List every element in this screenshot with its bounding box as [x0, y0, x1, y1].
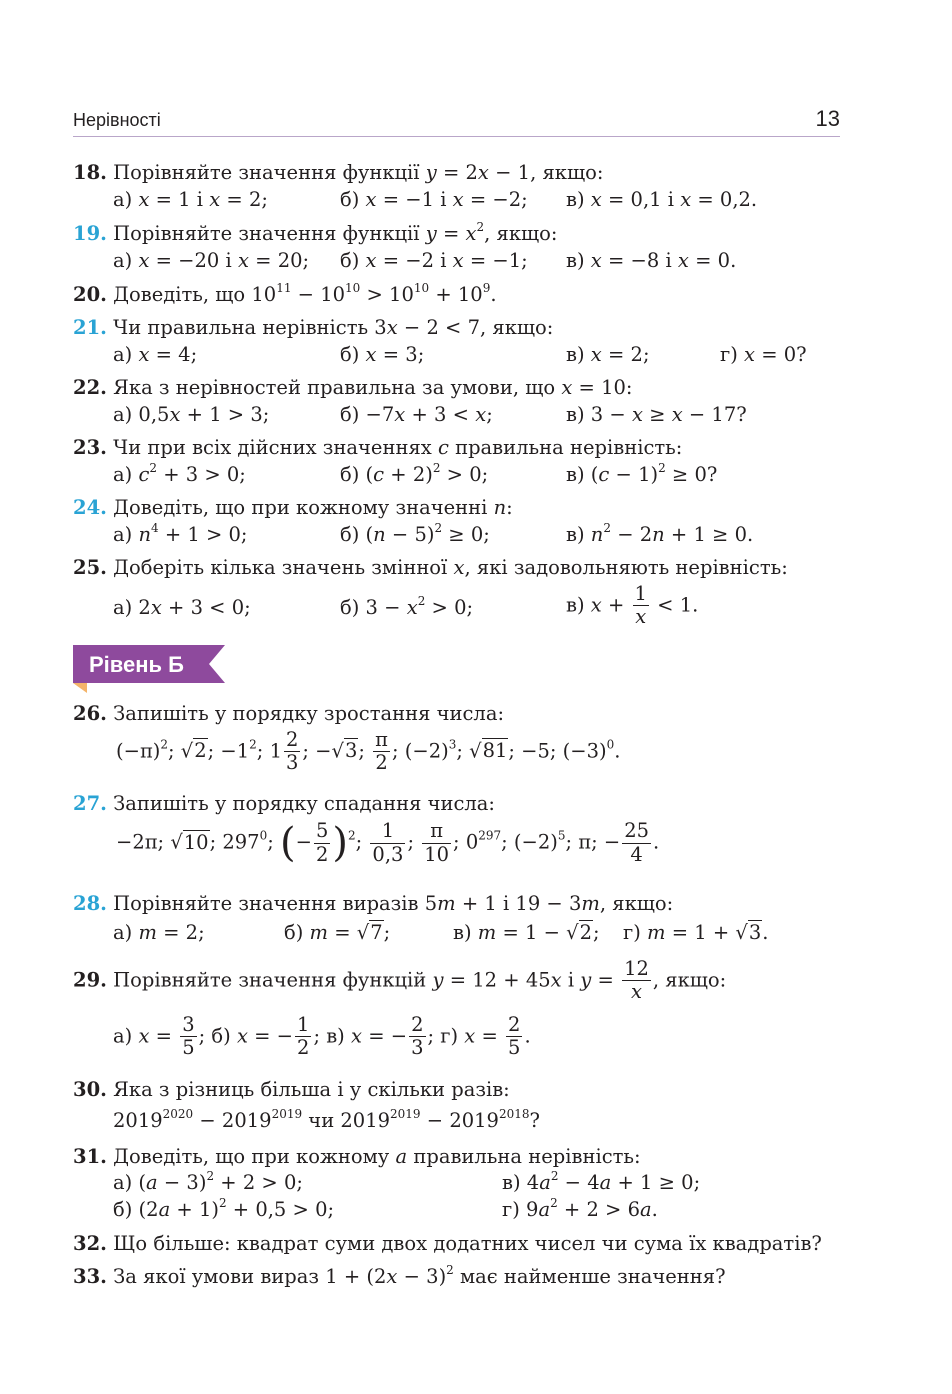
- problem-text: За якої умови вираз: [113, 1265, 320, 1288]
- header-rule: [73, 136, 840, 137]
- problem-number: 28.: [73, 892, 107, 915]
- option-a: а) $c^2 + 3 > 0$;: [113, 461, 246, 486]
- problem-number: 22.: [73, 376, 107, 399]
- problem-22: 22. Яка з нерівностей правильна за умови, що x = 10:: [73, 376, 633, 399]
- problem-18: 18. Порівняйте значення функції y = 2x − 1, якщо:: [73, 161, 604, 184]
- problem-33: 33. За якої умови вираз $1 + (2x - 3)^2$ має найменше значення?: [73, 1263, 726, 1288]
- problem-number: 26.: [73, 702, 107, 725]
- problem-text: Доведіть, що при кожному значенні: [113, 496, 488, 519]
- level-b-banner: [73, 645, 225, 683]
- problem-28: 28. Порівняйте значення виразів 5m + 1 і 19 − 3m, якщо:: [73, 892, 674, 915]
- number-list: $(-\pi)^2$; √2; $-1^2$; 1 $\frac{2}{3}$ ; −√3; $\frac{\pi}{2}$ ; $(-2)^3$; √81; −5; $(-3)^0$.: [116, 728, 621, 775]
- option-a: а) 2x + 3 < 0;: [113, 596, 251, 619]
- option-v: в) 3 − x ≥ x − 17?: [566, 403, 747, 426]
- option-b: б) $3 - x^2 > 0$;: [340, 594, 474, 619]
- level-label: Рівень Б: [89, 652, 184, 677]
- problem-number: 18.: [73, 161, 107, 184]
- option-b: б) x = −1 і x = −2;: [340, 188, 528, 211]
- number-list: −2π; √10; $297^0$; (− $\frac{5}{2}$ )$^2$; $\frac{1}{0,3}$ ; $\frac{\pi}{10}$ ; $0^{297}$; $(-2)^5$; π; − $\frac{25}{4}$ .: [116, 819, 660, 866]
- problem-25: 25. Доберіть кілька значень змінної x, які задовольняють нерівність:: [73, 556, 788, 579]
- problem-text: Яка з різниць більша і у скільки разів:: [113, 1078, 510, 1101]
- problem-text: Порівняйте значення виразів: [113, 892, 419, 915]
- problem-29: 29. Порівняйте значення функцій y = 12 + 45x і y = $\frac{12}{x}$ , якщо:: [73, 957, 727, 1004]
- option-v: в) x = 2;: [566, 343, 650, 366]
- problem-30-expr: $2019^{2020} - 2019^{2019}$ чи $2019^{2019} - 2019^{2018}$?: [113, 1107, 540, 1132]
- problem-30: [73, 1079, 510, 1101]
- problem-32: [73, 1233, 822, 1255]
- problem-19: 19. Порівняйте значення функції $y = x^2$, якщо:: [73, 220, 558, 245]
- problem-number: 33.: [73, 1265, 107, 1288]
- problem-text: Чи правильна нерівність: [113, 316, 369, 339]
- problem-31: 31. Доведіть, що при кожному a правильна нерівність:: [73, 1145, 641, 1168]
- problem-27: [73, 793, 495, 815]
- option-b: б) m = √7;: [284, 921, 391, 944]
- problem-24: 24. Доведіть, що при кожному значенні n:: [73, 496, 513, 519]
- problem-number: 25.: [73, 556, 107, 579]
- option-a: а) x = −20 і x = 20;: [113, 249, 310, 272]
- option-b: б) $(n - 5)^2 \ge 0$;: [340, 521, 490, 546]
- option-a: а) x = 4;: [113, 343, 198, 366]
- option-a: а) 0,5x + 1 > 3;: [113, 403, 270, 426]
- problem-text: Доведіть, що: [113, 283, 246, 306]
- problem-number: 32.: [73, 1232, 107, 1255]
- problem-number: 31.: [73, 1145, 107, 1168]
- problem-number: 21.: [73, 316, 107, 339]
- problem-23: 23. Чи при всіх дійсних значеннях c правильна нерівність:: [73, 436, 683, 459]
- problem-text: Чи при всіх дійсних значеннях: [113, 436, 432, 459]
- problem-text: Доберіть кілька значень змінної: [113, 556, 448, 579]
- problem-number: 20.: [73, 283, 107, 306]
- option-b: б) x = 3;: [340, 343, 425, 366]
- section-title: Нерівності: [73, 110, 161, 130]
- option-b: б) $(2a + 1)^2 + 0,5 > 0$;: [113, 1196, 335, 1221]
- problem-number: 27.: [73, 792, 107, 815]
- problem-26: [73, 703, 504, 725]
- problem-number: 24.: [73, 496, 107, 519]
- problem-text: Порівняйте значення функції: [113, 222, 420, 245]
- option-b: б) −7x + 3 < x;: [340, 403, 493, 426]
- problem-20: 20. Доведіть, що $10^{11} - 10^{10} > 10^{10} + 10^9$.: [73, 281, 497, 306]
- problem-text: Що більше: квадрат суми двох додатних чисел чи сума їх квадратів?: [113, 1232, 822, 1255]
- option-g: г) x = 0?: [720, 343, 807, 366]
- problem-29-options: а) x = $\frac{3}{5}$ ; б) x = − $\frac{1}{2}$ ; в) x = − $\frac{2}{3}$ ; г) x = $\frac{2}{5}$ .: [113, 1013, 531, 1060]
- problem-number: 19.: [73, 222, 107, 245]
- problem-number: 23.: [73, 436, 107, 459]
- problem-text: Запишіть у порядку зростання числа:: [113, 702, 505, 725]
- option-b: б) x = −2 і x = −1;: [340, 249, 528, 272]
- option-v: в) x = 0,1 і x = 0,2.: [566, 188, 758, 211]
- option-v: в) m = 1 − √2;: [453, 921, 600, 944]
- page-number: 13: [815, 106, 840, 131]
- problem-number: 29.: [73, 968, 107, 992]
- option-v: в) $4a^2 - 4a + 1 \ge 0$;: [502, 1169, 701, 1194]
- option-b: б) $(c + 2)^2 > 0$;: [340, 461, 489, 486]
- option-a: а) m = 2;: [113, 921, 205, 944]
- problem-text: Порівняйте значення функції: [113, 161, 420, 184]
- problem-21: 21. Чи правильна нерівність 3x − 2 < 7, якщо:: [73, 316, 554, 339]
- problem-text: Порівняйте значення функцій: [113, 968, 427, 992]
- option-a: а) x = 1 і x = 2;: [113, 188, 268, 211]
- option-a: а) $(a - 3)^2 + 2 > 0$;: [113, 1169, 303, 1194]
- problem-text: Доведіть, що при кожному: [113, 1145, 390, 1168]
- option-v: в) $n^2 - 2n + 1 \ge 0$.: [566, 521, 754, 546]
- option-v: в) $(c - 1)^2 \ge 0$?: [566, 461, 718, 486]
- option-g: г) m = 1 + √3.: [623, 921, 769, 944]
- problem-text: Яка з нерівностей правильна за умови, що: [113, 376, 556, 399]
- option-a: а) $n^4 + 1 > 0$;: [113, 521, 248, 546]
- problem-text: Запишіть у порядку спадання числа:: [113, 792, 495, 815]
- option-g: г) $9a^2 + 2 > 6a$.: [502, 1196, 658, 1221]
- option-v: в) x + $\frac{1}{x}$ < 1.: [566, 582, 699, 629]
- problem-number: 30.: [73, 1078, 107, 1101]
- option-v: в) x = −8 і x = 0.: [566, 249, 737, 272]
